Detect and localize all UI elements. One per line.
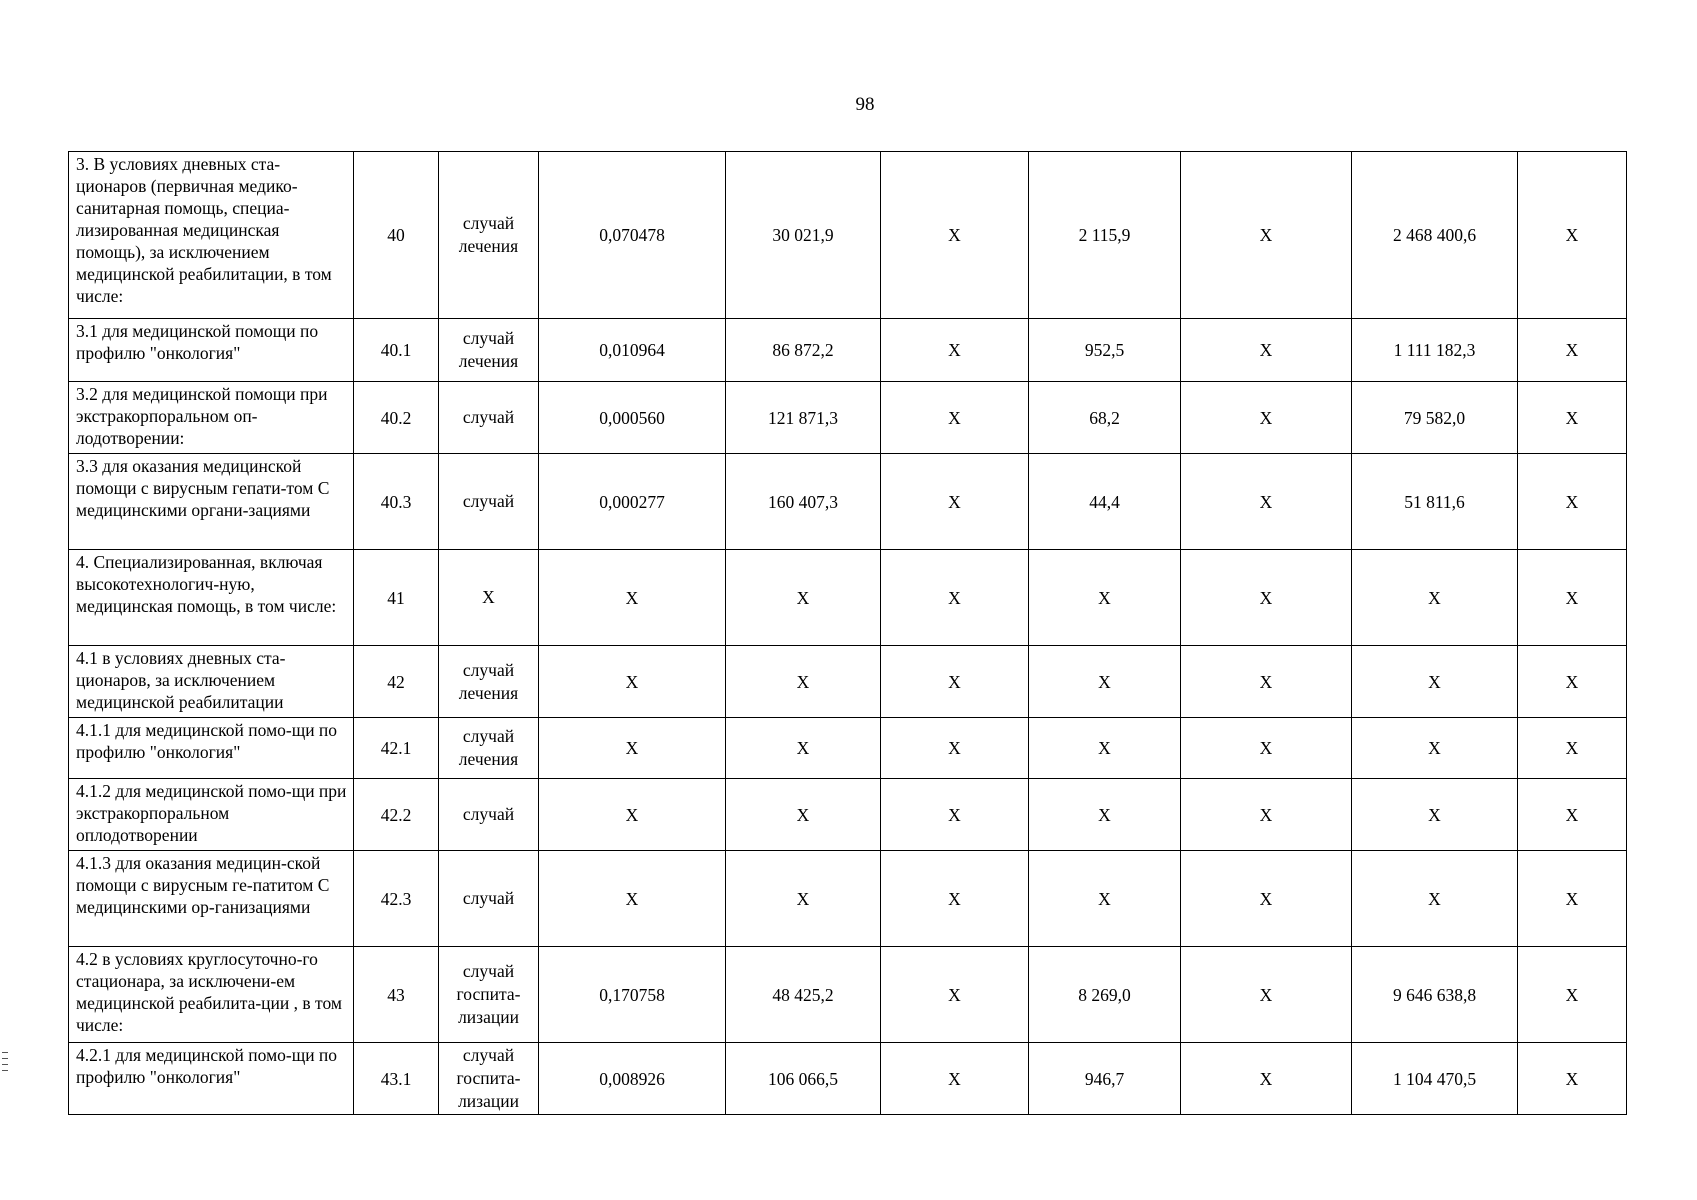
row-unit: случай лечения [439,319,539,382]
row-name: 4.1.3 для оказания медицин-ской помощи с вирусным ге-патитом С медицинскими ор-ганизациями [69,851,354,947]
row-name: 4.2 в условиях круглосуточно-го стационара, за исключени-ем медицинской реабилита-ции , в том числе: [69,947,354,1043]
cell-c9: X [1352,718,1518,779]
cell-c5: X [726,718,881,779]
cell-c5: 121 871,3 [726,382,881,454]
cell-c9: X [1352,851,1518,947]
row-code: 40.2 [354,382,439,454]
row-code: 40.3 [354,454,439,550]
cell-c6: X [881,550,1029,646]
row-name: 3.3 для оказания медицинской помощи с вирусным гепати-том С медицинскими органи-зациями [69,454,354,550]
table-row [69,1043,1627,1115]
row-unit: случай госпита-лизации [439,1043,539,1115]
cell-c10: X [1518,779,1627,851]
cell-c4: 0,010964 [539,319,726,382]
cell-c9: 9 646 638,8 [1352,947,1518,1043]
cell-c8: X [1181,382,1352,454]
cell-c9: 51 811,6 [1352,454,1518,550]
row-code: 40 [354,152,439,319]
cell-c10: X [1518,319,1627,382]
cell-c10: X [1518,947,1627,1043]
table-row [69,319,1627,382]
table-row [69,646,1627,718]
table-row [69,851,1627,947]
cell-c8: X [1181,550,1352,646]
cell-c10: X [1518,454,1627,550]
row-name: 4.1 в условиях дневных ста-ционаров, за исключением медицинской реабилитации [69,646,354,718]
cell-c5: X [726,646,881,718]
row-name: 3. В условиях дневных ста-ционаров (первичная медико-санитарная помощь, специа-лизированная медицинская помощь), за исключением медицинской реабилитации, в том числе: [69,152,354,319]
cell-c5: 48 425,2 [726,947,881,1043]
table-row [69,550,1627,646]
cell-c4: X [539,779,726,851]
cell-c6: X [881,851,1029,947]
cell-c7: 946,7 [1029,1043,1181,1115]
row-code: 42.3 [354,851,439,947]
cell-c9: 79 582,0 [1352,382,1518,454]
table-row [69,779,1627,851]
cell-c7: X [1029,779,1181,851]
cell-c4: X [539,851,726,947]
cell-c9: 1 104 470,5 [1352,1043,1518,1115]
row-unit: X [439,550,539,646]
cell-c8: X [1181,454,1352,550]
row-code: 42.2 [354,779,439,851]
cell-c10: X [1518,1043,1627,1115]
cell-c7: X [1029,646,1181,718]
cell-c6: X [881,454,1029,550]
cell-c8: X [1181,947,1352,1043]
cell-c5: 106 066,5 [726,1043,881,1115]
cell-c8: X [1181,152,1352,319]
cell-c7: 2 115,9 [1029,152,1181,319]
row-name: 3.1 для медицинской помощи по профилю "онкология" [69,319,354,382]
row-unit: случай [439,851,539,947]
cell-c4: 0,000560 [539,382,726,454]
cell-c8: X [1181,1043,1352,1115]
cell-c6: X [881,779,1029,851]
cell-c6: X [881,319,1029,382]
row-code: 42.1 [354,718,439,779]
cell-c6: X [881,382,1029,454]
row-unit: случай [439,454,539,550]
cell-c6: X [881,1043,1029,1115]
cell-c6: X [881,947,1029,1043]
table-row [69,152,1627,319]
row-name: 4.1.2 для медицинской помо-щи при экстракорпоральном оплодотворении [69,779,354,851]
cell-c9: X [1352,550,1518,646]
data-table [68,151,1627,1115]
cell-c9: X [1352,646,1518,718]
cell-c4: X [539,646,726,718]
cell-c10: X [1518,851,1627,947]
cell-c6: X [881,718,1029,779]
cell-c7: X [1029,851,1181,947]
cell-c7: X [1029,550,1181,646]
cell-c4: 0,070478 [539,152,726,319]
cell-c5: X [726,779,881,851]
table-row [69,947,1627,1043]
cell-c7: 44,4 [1029,454,1181,550]
row-unit: случай госпита-лизации [439,947,539,1043]
table-row [69,454,1627,550]
cell-c9: 1 111 182,3 [1352,319,1518,382]
cell-c8: X [1181,779,1352,851]
scan-edge-marks [2,1052,8,1076]
cell-c10: X [1518,646,1627,718]
row-name: 4.2.1 для медицинской помо-щи по профилю "онкология" [69,1043,354,1115]
cell-c7: 68,2 [1029,382,1181,454]
cell-c9: 2 468 400,6 [1352,152,1518,319]
cell-c10: X [1518,718,1627,779]
cell-c8: X [1181,319,1352,382]
cell-c4: 0,170758 [539,947,726,1043]
row-unit: случай [439,382,539,454]
cell-c4: 0,008926 [539,1043,726,1115]
cell-c6: X [881,646,1029,718]
cell-c6: X [881,152,1029,319]
row-code: 40.1 [354,319,439,382]
cell-c4: X [539,550,726,646]
cell-c8: X [1181,851,1352,947]
row-name: 3.2 для медицинской помощи при экстракорпоральном оп-лодотворении: [69,382,354,454]
row-name: 4.1.1 для медицинской помо-щи по профилю "онкология" [69,718,354,779]
cell-c4: 0,000277 [539,454,726,550]
cell-c8: X [1181,718,1352,779]
table-row [69,718,1627,779]
cell-c5: 160 407,3 [726,454,881,550]
cell-c5: 30 021,9 [726,152,881,319]
row-code: 43.1 [354,1043,439,1115]
page-number: 98 [855,94,875,115]
cell-c7: X [1029,718,1181,779]
cell-c8: X [1181,646,1352,718]
row-unit: случай [439,779,539,851]
cell-c4: X [539,718,726,779]
row-unit: случай лечения [439,646,539,718]
row-name: 4. Специализированная, включая высокотехнологич-ную, медицинская помощь, в том числе: [69,550,354,646]
cell-c7: 8 269,0 [1029,947,1181,1043]
cell-c5: X [726,550,881,646]
cell-c10: X [1518,550,1627,646]
cell-c5: X [726,851,881,947]
row-unit: случай лечения [439,152,539,319]
cell-c7: 952,5 [1029,319,1181,382]
row-code: 41 [354,550,439,646]
cell-c10: X [1518,152,1627,319]
cell-c9: X [1352,779,1518,851]
cell-c5: 86 872,2 [726,319,881,382]
row-unit: случай лечения [439,718,539,779]
row-code: 43 [354,947,439,1043]
cell-c10: X [1518,382,1627,454]
row-code: 42 [354,646,439,718]
table-row [69,382,1627,454]
